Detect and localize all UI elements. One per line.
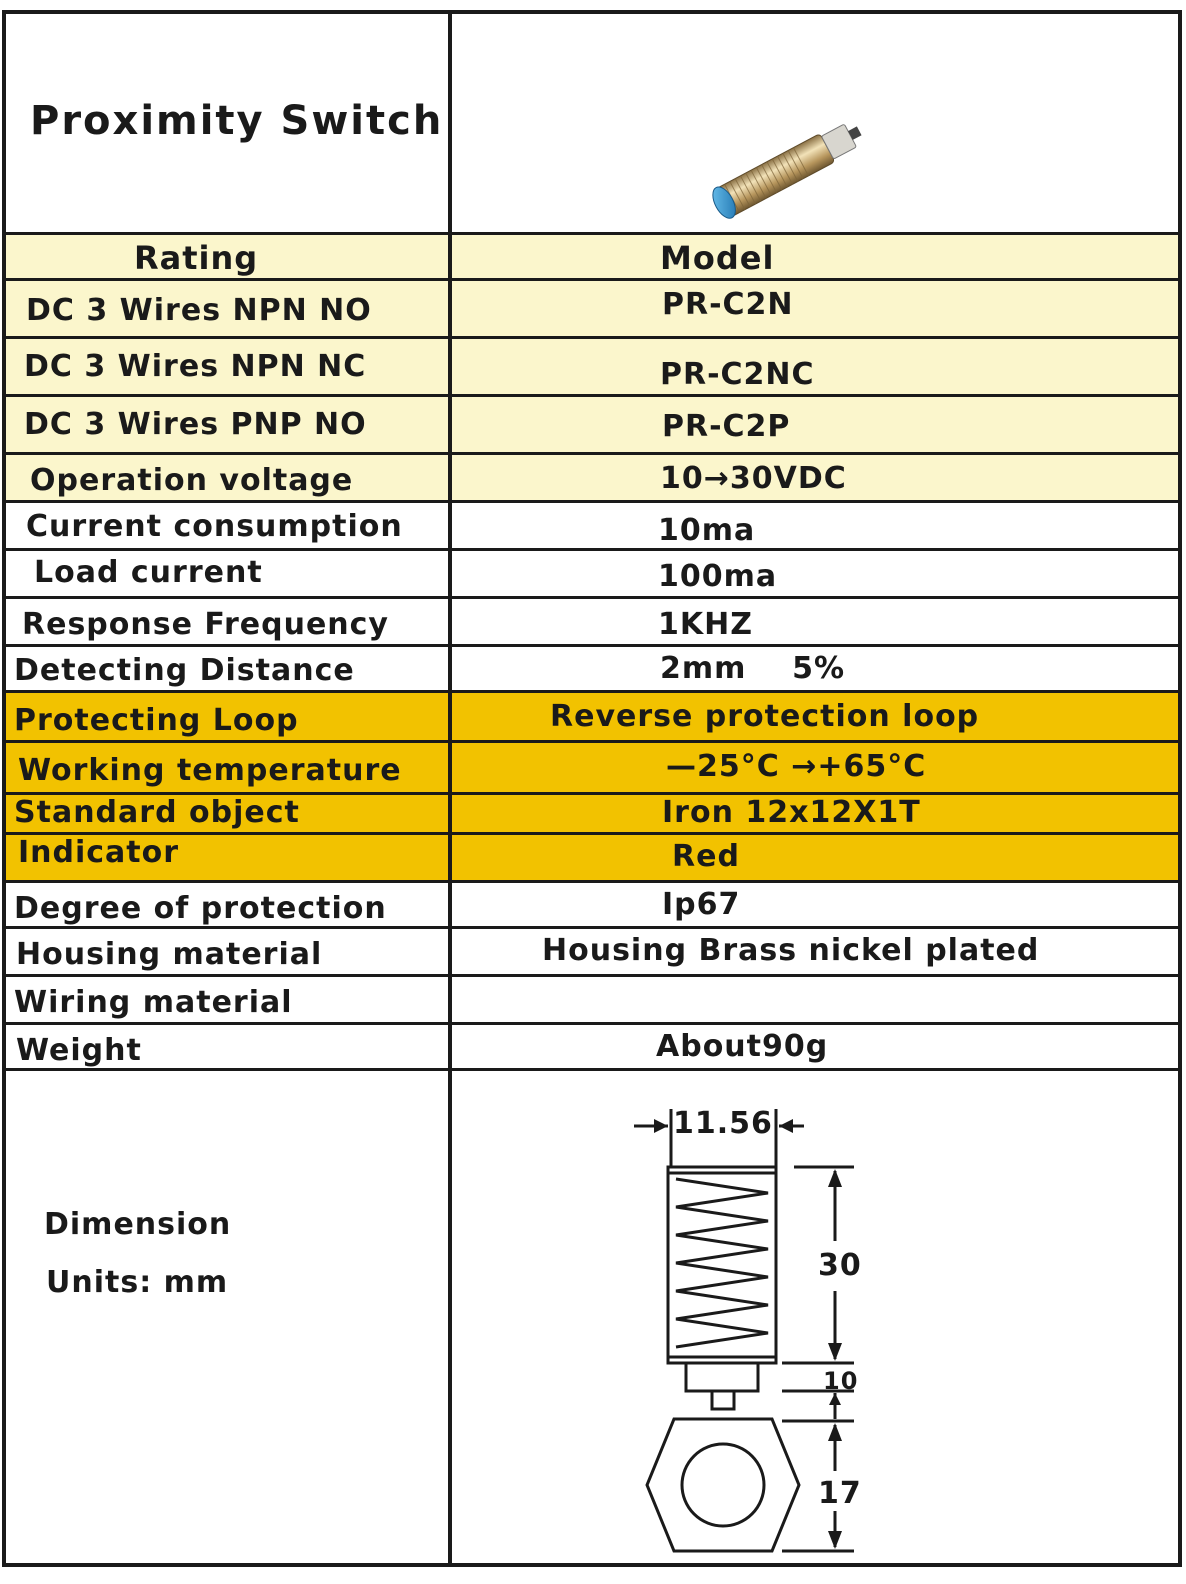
spec-value: Housing Brass nickel plated <box>542 933 1040 968</box>
product-photo <box>694 97 884 237</box>
grid-line <box>4 644 1182 647</box>
grid-line <box>4 596 1182 599</box>
nut-size-value: 17 <box>818 1476 862 1511</box>
spec-label: Detecting Distance <box>14 653 355 688</box>
grid-line <box>4 832 1182 835</box>
model-header: Model <box>660 239 775 277</box>
dimension-label: Dimension <box>44 1207 232 1242</box>
spec-row <box>4 339 1182 395</box>
grid-line <box>4 548 1182 551</box>
spec-row <box>4 883 1182 927</box>
grid-line <box>4 690 1182 693</box>
spec-row <box>4 397 1182 453</box>
hex-nut <box>647 1419 799 1551</box>
spec-value: Red <box>672 839 740 874</box>
connector-pin <box>712 1391 734 1409</box>
spec-value: Reverse protection loop <box>550 699 980 734</box>
spec-row <box>4 977 1182 1023</box>
spec-label: Housing material <box>16 937 323 972</box>
spec-value: PR-C2NC <box>660 357 815 392</box>
spec-label: Wiring material <box>14 985 293 1020</box>
diameter-value: 11.56 <box>673 1106 773 1141</box>
grid-line <box>4 500 1182 503</box>
spec-label: Operation voltage <box>30 463 354 498</box>
spec-label: DC 3 Wires NPN NO <box>26 293 372 328</box>
dimension-row <box>4 1071 1182 1565</box>
grid-line <box>2 10 6 1567</box>
spec-label: Load current <box>34 555 263 590</box>
spec-row <box>4 647 1182 691</box>
nut-bore <box>682 1444 764 1526</box>
thread <box>676 1179 768 1347</box>
spec-label: Standard object <box>14 795 300 830</box>
page-title: Proximity Switch <box>30 98 444 144</box>
grid-line <box>4 10 1182 14</box>
spec-row <box>4 743 1182 793</box>
spec-label: Degree of protection <box>14 891 387 926</box>
spec-value: 100ma <box>658 559 778 594</box>
spec-label: DC 3 Wires NPN NC <box>24 349 367 384</box>
spec-row <box>4 455 1182 501</box>
units-label: Units: mm <box>46 1265 229 1300</box>
spec-label: Working temperature <box>18 753 402 788</box>
spec-value: Ip67 <box>662 887 741 922</box>
grid-line <box>4 792 1182 795</box>
grid-line <box>4 1022 1182 1025</box>
rating-header: Rating <box>134 239 259 277</box>
spec-row <box>4 1025 1182 1069</box>
spec-row <box>4 835 1182 881</box>
grid-line <box>4 1068 1182 1071</box>
dimension-drawing <box>624 1091 884 1561</box>
grid-line <box>4 880 1182 883</box>
spec-row <box>4 281 1182 337</box>
spec-label: DC 3 Wires PNP NO <box>24 407 367 442</box>
spec-row <box>4 551 1182 597</box>
spec-label: Protecting Loop <box>14 703 299 738</box>
spec-row <box>4 503 1182 549</box>
spec-row <box>4 599 1182 645</box>
spec-value: —25°C →+65°C <box>666 749 927 784</box>
header-row <box>4 235 1182 279</box>
spec-label: Response Frequency <box>22 607 389 642</box>
grid-line <box>4 1563 1182 1567</box>
grid-line <box>4 278 1182 281</box>
spec-label: Indicator <box>18 835 180 870</box>
spec-value: PR-C2N <box>662 287 794 322</box>
grid-line <box>4 926 1182 929</box>
grid-line <box>448 10 452 1567</box>
spec-value: 2mm 5% <box>660 651 846 686</box>
spec-value: About90g <box>656 1029 829 1064</box>
grid-line <box>4 232 1182 235</box>
grid-line <box>4 452 1182 455</box>
spec-label: Current consumption <box>26 509 403 544</box>
spec-value: Iron 12x12X1T <box>662 795 921 830</box>
grid-line <box>4 740 1182 743</box>
thread-length-value: 30 <box>818 1248 862 1283</box>
collar-length-value: 10 <box>823 1367 859 1395</box>
title-row <box>4 12 1182 234</box>
spec-value: 10ma <box>658 513 756 548</box>
spec-row <box>4 693 1182 741</box>
collar <box>686 1363 758 1391</box>
grid-line <box>1178 10 1182 1567</box>
spec-value: 10→30VDC <box>660 461 847 496</box>
grid-line <box>4 974 1182 977</box>
spec-value: 1KHZ <box>658 607 753 642</box>
spec-label: Weight <box>16 1033 142 1068</box>
spec-row <box>4 795 1182 833</box>
spec-row <box>4 929 1182 975</box>
sensor-body <box>708 116 867 222</box>
grid-line <box>4 336 1182 339</box>
spec-value: PR-C2P <box>662 409 791 444</box>
grid-line <box>4 394 1182 397</box>
